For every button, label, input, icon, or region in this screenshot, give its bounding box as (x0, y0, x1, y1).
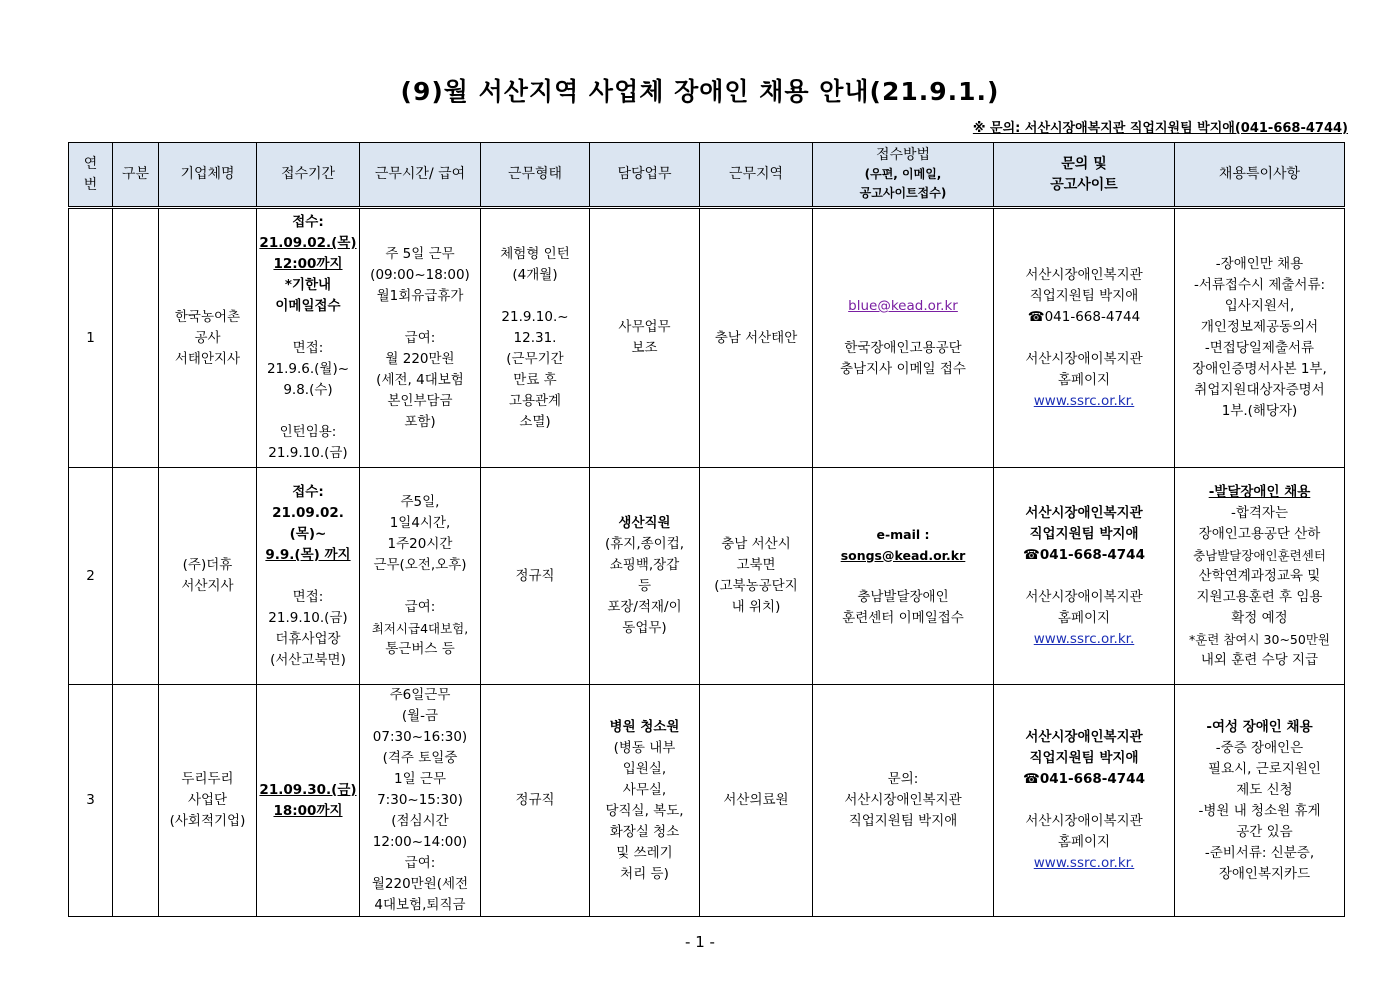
row-method (813, 468, 994, 685)
notes-line: 공간 있음 (1236, 823, 1293, 840)
form-line: 고용관계 (508, 392, 562, 409)
inquiry-line: 홈페이지 (1057, 371, 1111, 388)
row-duty (590, 685, 700, 917)
row-method (813, 208, 994, 468)
table-row (69, 685, 1345, 917)
row-company (159, 468, 257, 685)
period-line: 21.09.02.(목) (259, 235, 357, 251)
hours-line: 주 5일 근무 (385, 245, 455, 262)
hours-line: (점심시간 (391, 813, 449, 829)
period-line: 18:00까지 (273, 802, 343, 819)
notes-line: 내외 훈련 수당 지급 (1200, 651, 1319, 668)
row-notes (1175, 685, 1345, 917)
hours-line: 1일 근무 (393, 771, 446, 787)
company-line: 서태안지사 (174, 350, 241, 367)
row-period (257, 685, 360, 917)
area-line: (고북농공단지 (714, 578, 798, 594)
method-line: 한국장애인고용공단 (844, 340, 962, 356)
hours-line: 최저시급4대보험, (371, 621, 469, 636)
company-line: 사업단 (187, 792, 228, 808)
period-line: (서산고북면) (270, 651, 346, 668)
period-line: 12:00까지 (273, 256, 343, 272)
inquiry-line: 직업지원팀 박지애 (1029, 287, 1139, 304)
inquiry-line: 서산시장애이복지관 (1025, 350, 1143, 367)
company-line: (사회적기업) (169, 813, 246, 829)
row-form (481, 468, 590, 685)
row-period (257, 468, 360, 685)
inquiry-line: 서산시장애이복지관 (1025, 813, 1143, 829)
area-line: 충남 서산시 (721, 536, 791, 552)
hours-line: 월 220만원 (385, 350, 455, 367)
page-title: (9)월 서산지역 사업체 장애인 채용 안내(21.9.1.) (400, 77, 1000, 106)
notes-line: -장애인만 채용 (1215, 256, 1304, 272)
notes-line: 장애인복지카드 (1218, 865, 1311, 882)
period-line: 21.9.6.(월)~ (266, 361, 350, 377)
hours-line: 7:30~15:30) (377, 792, 463, 808)
hours-line: 주6일근무 (389, 687, 451, 703)
website-link[interactable]: www.ssrc.or.kr. (1033, 392, 1135, 409)
row-duty (590, 208, 700, 468)
header-period: 접수기간 (257, 143, 360, 208)
form-line: 21.9.10.~ (501, 308, 569, 325)
area-line: 내 위치) (731, 599, 781, 615)
inquiry-line: 서산시장애이복지관 (1025, 588, 1143, 605)
header-no-line2: 번 (83, 176, 98, 193)
notes-line: 충남발달장애인훈련센터 (1193, 547, 1326, 563)
period-line: 면접: (292, 340, 324, 356)
row-area (700, 468, 813, 685)
hours-line: 1일4시간, (389, 515, 451, 531)
duty-line: 사무실, (622, 781, 667, 798)
notes-line: -발달장애인 채용 (1208, 483, 1311, 500)
phone-number: ☎041-668-4744 (1023, 771, 1145, 787)
notes-line: *훈련 참여시 30~50만원 (1188, 631, 1330, 647)
hours-line: 본인부담금 (387, 392, 453, 409)
row-area (700, 685, 813, 917)
inquiry-line: 홈페이지 (1057, 609, 1111, 626)
row-type (113, 208, 159, 468)
hours-line: 급여: (404, 855, 436, 871)
notes-line: -합격자는 (1230, 504, 1289, 521)
hours-line: (월-금 (401, 708, 439, 724)
duty-line: 병원 청소원 (609, 718, 680, 735)
row-no: 3 (69, 685, 113, 917)
duty-line: 동업무) (622, 620, 667, 636)
row-form (481, 208, 590, 468)
row-type (113, 468, 159, 685)
row-notes (1175, 468, 1345, 685)
row-hours (360, 685, 481, 917)
email-label: e-mail : (876, 526, 930, 542)
period-line: *기한내 (284, 277, 332, 293)
header-method-line3: 공고사이트접수) (859, 186, 947, 200)
header-method (813, 143, 994, 208)
notes-line: 지원고용훈련 후 임용 (1196, 588, 1323, 605)
period-line: 21.9.10.(금) (268, 609, 348, 626)
row-no: 2 (69, 468, 113, 685)
duty-line: 쇼핑백,장갑 (609, 557, 680, 573)
notes-line: 장애인증명서사본 1부, (1192, 361, 1327, 377)
hours-line: (09:00~18:00) (370, 266, 470, 283)
method-line: 문의: (887, 771, 919, 787)
header-method-line2: (우편, 이메일, (864, 167, 942, 181)
period-line: 더휴사업장 (275, 630, 341, 647)
row-inquiry (994, 685, 1175, 917)
form-line: 체험형 인턴 (500, 245, 570, 262)
period-line: 이메일접수 (275, 298, 341, 314)
row-hours (360, 208, 481, 468)
hours-line: (세전, 4대보험 (376, 371, 464, 388)
period-line: 접수: (292, 483, 324, 500)
form-line: 만료 후 (513, 371, 557, 388)
company-line: 공사 (194, 329, 221, 346)
header-no (69, 143, 113, 208)
duty-line: 및 쓰레기 (616, 844, 673, 861)
table-header-row (69, 143, 1345, 208)
notes-line: -여성 장애인 채용 (1206, 718, 1313, 735)
method-line: 충남발달장애인 (857, 588, 949, 605)
period-line: 21.09.30.(금) (259, 781, 357, 798)
area-line: 충남 서산태안 (714, 329, 798, 346)
duty-line: 포장/적재/이 (607, 599, 682, 615)
header-type: 구분 (113, 143, 159, 208)
table-row (69, 468, 1345, 685)
row-notes (1175, 208, 1345, 468)
company-line: (주)더휴 (182, 557, 233, 573)
area-line: 고북면 (736, 557, 776, 573)
website-link[interactable]: www.ssrc.or.kr. (1033, 855, 1135, 871)
method-line: 충남지사 이메일 접수 (840, 361, 966, 377)
form-line: (근무기간 (506, 350, 564, 367)
duty-line: 당직실, 복도, (605, 802, 684, 819)
method-line: 서산시장애인복지관 (844, 792, 962, 808)
row-company (159, 685, 257, 917)
notes-line: 개인정보제공동의서 (1200, 319, 1319, 335)
hours-line: (격주 토일중 (382, 750, 458, 766)
notes-line: 취업지원대상자증명서 (1194, 382, 1325, 398)
website-link[interactable]: www.ssrc.or.kr. (1033, 630, 1135, 647)
duty-line: 화장실 청소 (609, 823, 680, 840)
header-no-line1: 연 (83, 155, 98, 172)
inquiry-line: 서산시장애인복지관 (1025, 266, 1143, 283)
hours-line: 월220만원(세전 (371, 876, 469, 892)
notes-line: -서류접수시 제출서류: (1193, 277, 1326, 293)
hours-line: 12:00~14:00) (372, 834, 468, 850)
hours-line: 월1회유급휴가 (376, 287, 464, 304)
hours-line: 통근버스 등 (385, 641, 455, 657)
method-line: 직업지원팀 박지애 (848, 813, 958, 829)
email-link[interactable]: songs@kead.or.kr (840, 547, 966, 563)
form-line: (4개월) (512, 266, 558, 283)
email-link[interactable]: blue@kead.or.kr (848, 298, 958, 314)
notes-line: 산학연계과정교육 및 (1198, 567, 1321, 584)
inquiry-line: 직업지원팀 박지애 (1029, 525, 1139, 542)
form-line: 12.31. (513, 329, 557, 346)
duty-line: (휴지,종이컵, (604, 536, 685, 552)
period-line: 21.9.10.(금) (268, 445, 348, 461)
duty-line: 생산직원 (618, 515, 671, 531)
notes-line: 제도 신청 (1236, 781, 1293, 798)
notes-line: 필요시, 근로지원인 (1208, 760, 1321, 777)
row-inquiry (994, 208, 1175, 468)
form-line: 정규직 (515, 792, 555, 808)
hours-line: 급여: (404, 329, 436, 346)
notes-line: 1부.(해당자) (1221, 403, 1298, 419)
hours-line: 주5일, (400, 494, 440, 510)
hours-line: 근무(오전,오후) (373, 557, 467, 573)
form-line: 소멸) (519, 413, 551, 430)
method-line: 훈련센터 이메일접수 (842, 609, 964, 626)
duty-line: 처리 등) (620, 865, 669, 882)
header-form: 근무형태 (481, 143, 590, 208)
header-hours: 근무시간/ 급여 (360, 143, 481, 208)
row-area (700, 208, 813, 468)
notes-line: 장애인고용공단 산하 (1198, 525, 1321, 542)
header-company: 기업체명 (159, 143, 257, 208)
duty-line: 사무업무 (618, 319, 671, 335)
row-period (257, 208, 360, 468)
inquiry-line: 서산시장애인복지관 (1025, 729, 1143, 745)
page-number: - 1 - (685, 933, 715, 951)
form-line: 정규직 (515, 567, 555, 584)
job-listing-table (68, 142, 1345, 917)
header-inquiry (994, 143, 1175, 208)
hours-line: 급여: (404, 599, 436, 615)
row-method (813, 685, 994, 917)
duty-line: 등 (637, 578, 652, 594)
period-line: 접수: (292, 214, 324, 230)
row-type (113, 685, 159, 917)
period-line: 인턴임용: (279, 424, 337, 440)
notes-line: -준비서류: 신분증, (1204, 844, 1315, 861)
area-line: 서산의료원 (723, 792, 789, 808)
inquiry-line: 홈페이지 (1057, 834, 1111, 850)
hours-line: 포함) (404, 413, 436, 430)
row-company (159, 208, 257, 468)
row-duty (590, 468, 700, 685)
company-line: 한국농어촌 (174, 308, 241, 325)
inquiry-line: 서산시장애인복지관 (1025, 504, 1143, 521)
header-method-line1: 접수방법 (875, 147, 931, 163)
company-line: 서산지사 (181, 578, 234, 594)
duty-line: (병동 내부 (613, 739, 676, 756)
row-inquiry (994, 468, 1175, 685)
period-line: 21.09.02.(목)~ (272, 504, 344, 542)
header-inquiry-line1: 문의 및 (1061, 155, 1107, 172)
notes-line: -중증 장애인은 (1215, 739, 1304, 756)
header-duty: 담당업무 (590, 143, 700, 208)
hours-line: 07:30~16:30) (372, 729, 468, 745)
notes-line: -병원 내 청소원 휴게 (1198, 802, 1321, 819)
company-line: 두리두리 (181, 771, 234, 787)
hours-line: 1주20시간 (387, 536, 453, 552)
inquiry-line: 직업지원팀 박지애 (1029, 750, 1139, 766)
header-notes: 채용특이사항 (1175, 143, 1345, 208)
notes-line: 확정 예정 (1231, 609, 1288, 626)
row-no: 1 (69, 208, 113, 468)
phone-number: ☎041-668-4744 (1027, 308, 1141, 325)
phone-number: ☎041-668-4744 (1023, 546, 1145, 563)
period-line: 9.8.(수) (283, 382, 333, 398)
period-line: 면접: (292, 588, 324, 605)
duty-line: 입원실, (622, 760, 667, 777)
duty-line: 보조 (631, 340, 658, 356)
table-row (69, 208, 1345, 468)
row-form (481, 685, 590, 917)
hours-line: 4대보험,퇴직금 (374, 897, 466, 913)
notes-line: -면접당일제출서류 (1204, 340, 1315, 356)
notes-line: 입사지원서, (1224, 298, 1295, 314)
row-hours (360, 468, 481, 685)
contact-info: ※ 문의: 서산시장애복지관 직업지원팀 박지애(041-668-4744) (972, 121, 1348, 136)
header-inquiry-line2: 공고사이트 (1050, 176, 1118, 193)
period-line: 9.9.(목) 까지 (265, 546, 351, 563)
header-area: 근무지역 (700, 143, 813, 208)
